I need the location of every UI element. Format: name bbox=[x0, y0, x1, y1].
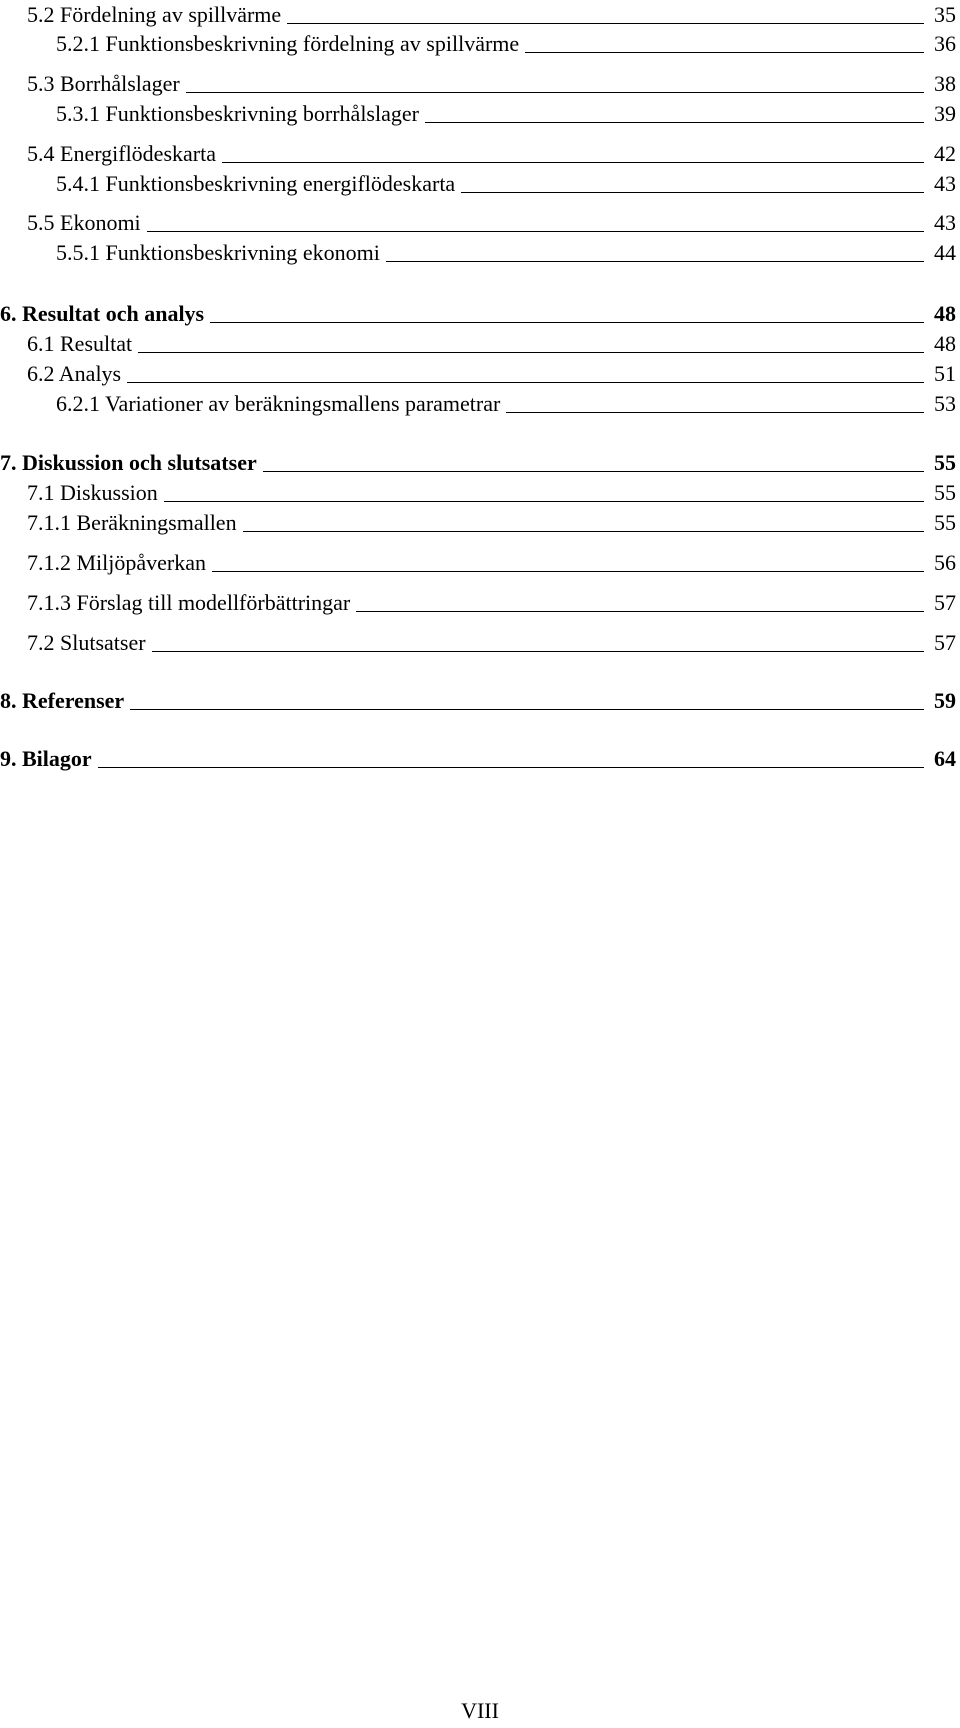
toc-entry-title: 7.2 Slutsatser bbox=[27, 630, 146, 655]
toc-leader-line bbox=[525, 52, 924, 53]
toc-entry-8[interactable] bbox=[0, 686, 956, 714]
toc-leader-line bbox=[152, 651, 924, 652]
toc-entry-title: 5.3 Borrhålslager bbox=[27, 71, 180, 96]
toc-entry-page: 57 bbox=[934, 590, 956, 615]
toc-entry-page: 55 bbox=[934, 510, 956, 535]
toc-entry-5-3[interactable] bbox=[27, 69, 956, 97]
toc-entry-title: 5.2.1 Funktionsbeskrivning fördelning av spillvärme bbox=[56, 31, 520, 56]
toc-leader-line bbox=[212, 571, 924, 572]
toc-entry-5-2-1[interactable] bbox=[56, 29, 956, 57]
toc-entry-page: 43 bbox=[934, 210, 956, 235]
toc-leader-line bbox=[138, 352, 924, 353]
toc-entry-6-2-1[interactable] bbox=[56, 389, 956, 417]
toc-entry-7[interactable] bbox=[0, 448, 956, 476]
toc-entry-7-1-3[interactable] bbox=[27, 588, 956, 616]
toc-entry-page: 64 bbox=[934, 746, 956, 771]
toc-entry-title: 7.1.1 Beräkningsmallen bbox=[27, 510, 237, 535]
toc-entry-page: 42 bbox=[934, 141, 956, 166]
toc-entry-5-4[interactable] bbox=[27, 139, 956, 167]
toc-entry-page: 43 bbox=[934, 171, 956, 196]
toc-entry-page: 53 bbox=[934, 391, 956, 416]
toc-entry-page: 59 bbox=[934, 688, 956, 713]
toc-leader-line bbox=[147, 231, 924, 232]
toc-leader-line bbox=[461, 192, 924, 193]
toc-leader-line bbox=[98, 767, 924, 768]
toc-entry-5-4-1[interactable] bbox=[56, 169, 956, 197]
toc-entry-page: 48 bbox=[934, 301, 956, 326]
toc-entry-title: 9. Bilagor bbox=[0, 746, 92, 771]
toc-leader-line bbox=[186, 92, 924, 93]
toc-entry-page: 48 bbox=[934, 331, 956, 356]
toc-entry-5-2[interactable] bbox=[27, 0, 956, 28]
toc-entry-title: 7.1.3 Förslag till modellförbättringar bbox=[27, 590, 351, 615]
toc-entry-6[interactable] bbox=[0, 299, 956, 327]
toc-entry-page: 36 bbox=[934, 31, 956, 56]
toc-entry-title: 5.5 Ekonomi bbox=[27, 210, 141, 235]
toc-entry-title: 5.3.1 Funktionsbeskrivning borrhålslager bbox=[56, 101, 419, 126]
toc-entry-page: 55 bbox=[934, 450, 956, 475]
toc-entry-5-5-1[interactable] bbox=[56, 238, 956, 266]
toc-entry-title: 6.1 Resultat bbox=[27, 331, 133, 356]
toc-entry-title: 6.2 Analys bbox=[27, 361, 122, 386]
toc-leader-line bbox=[263, 471, 924, 472]
toc-entry-7-1[interactable] bbox=[27, 478, 956, 506]
toc-entry-7-2[interactable] bbox=[27, 628, 956, 656]
toc-leader-line bbox=[356, 611, 924, 612]
toc-entry-title: 7.1.2 Miljöpåverkan bbox=[27, 550, 207, 575]
page-number-footer: VIII bbox=[461, 1698, 499, 1723]
toc-leader-line bbox=[243, 531, 924, 532]
toc-entry-5-5[interactable] bbox=[27, 208, 956, 236]
toc-entry-title: 6. Resultat och analys bbox=[0, 301, 205, 326]
toc-entry-6-1[interactable] bbox=[27, 329, 956, 357]
toc-entry-title: 5.2 Fördelning av spillvärme bbox=[27, 2, 282, 27]
toc-entry-title: 7. Diskussion och slutsatser bbox=[0, 450, 257, 475]
toc-entry-title: 5.5.1 Funktionsbeskrivning ekonomi bbox=[56, 240, 380, 265]
toc-entry-page: 51 bbox=[934, 361, 956, 386]
toc-entry-page: 56 bbox=[934, 550, 956, 575]
toc-leader-line bbox=[127, 382, 924, 383]
toc-entry-page: 35 bbox=[934, 2, 956, 27]
toc-leader-line bbox=[130, 709, 924, 710]
toc-entry-page: 44 bbox=[934, 240, 956, 265]
toc-entry-page: 39 bbox=[934, 101, 956, 126]
toc-leader-line bbox=[222, 162, 924, 163]
toc-entry-page: 57 bbox=[934, 630, 956, 655]
toc-entry-page: 38 bbox=[934, 71, 956, 96]
toc-entry-7-1-1[interactable] bbox=[27, 508, 956, 536]
toc-entry-title: 6.2.1 Variationer av beräkningsmallens parametrar bbox=[56, 391, 501, 416]
toc-leader-line bbox=[164, 501, 924, 502]
toc-entry-title: 5.4.1 Funktionsbeskrivning energiflödeskarta bbox=[56, 171, 456, 196]
toc-entry-6-2[interactable] bbox=[27, 359, 956, 387]
toc-leader-line bbox=[287, 23, 924, 24]
toc-leader-line bbox=[210, 322, 924, 323]
toc-leader-line bbox=[506, 412, 924, 413]
toc-entry-title: 7.1 Diskussion bbox=[27, 480, 158, 505]
toc-entry-page: 55 bbox=[934, 480, 956, 505]
toc-entry-7-1-2[interactable] bbox=[27, 548, 956, 576]
toc-leader-line bbox=[386, 261, 924, 262]
toc-entry-title: 8. Referenser bbox=[0, 688, 125, 713]
toc-entry-5-3-1[interactable] bbox=[56, 99, 956, 127]
toc-entry-9[interactable] bbox=[0, 744, 956, 772]
toc-entry-title: 5.4 Energiflödeskarta bbox=[27, 141, 216, 166]
toc-leader-line bbox=[425, 122, 924, 123]
